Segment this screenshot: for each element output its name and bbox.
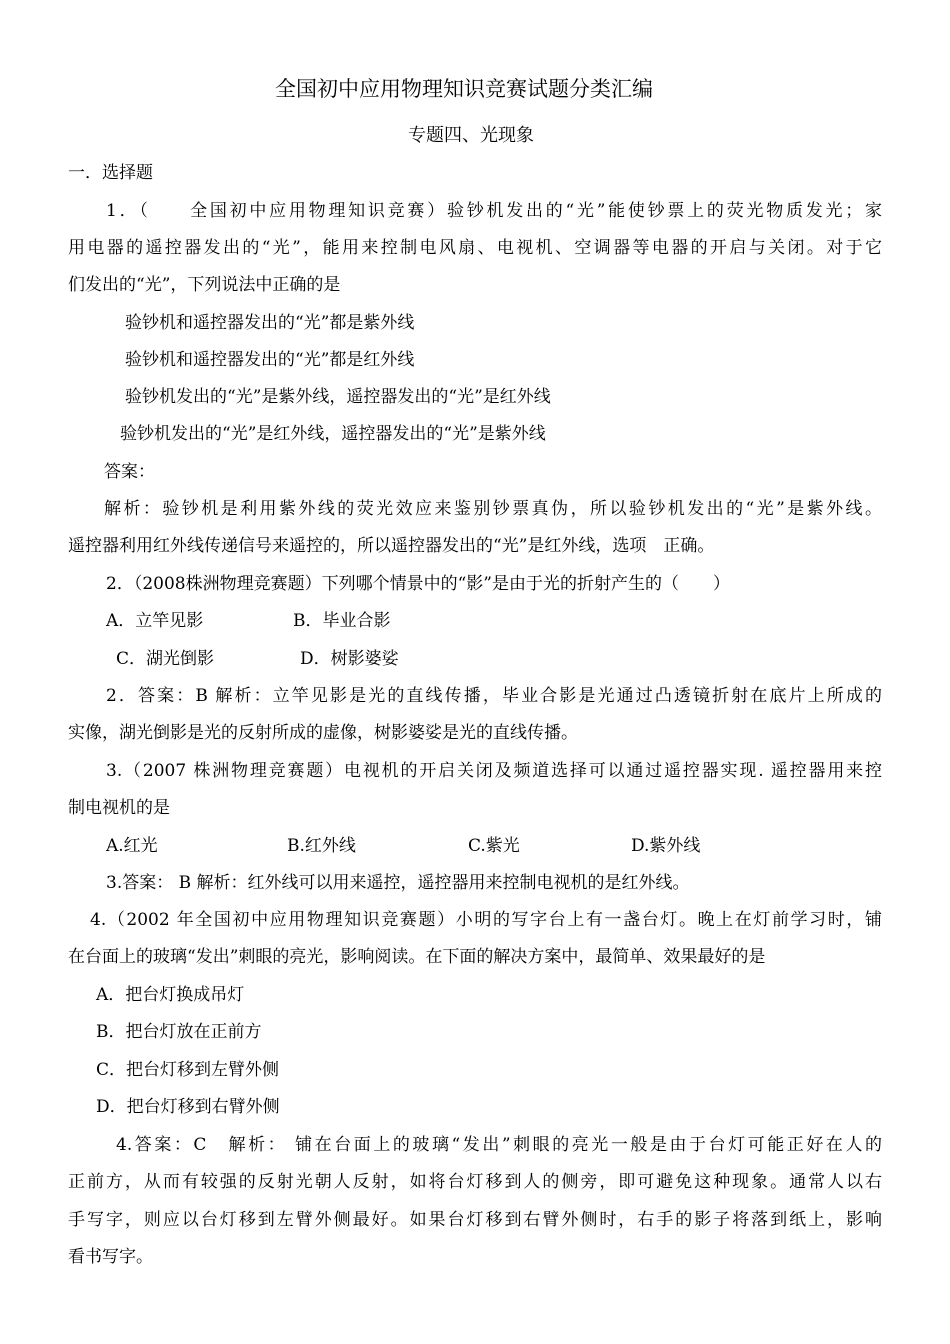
q3-stem-line-2: 制电视机的是 xyxy=(68,798,170,818)
q2-analysis-line-2: 实像，湖光倒影是光的反射所成的虚像，树影婆娑是光的直线传播。 xyxy=(68,723,578,743)
q1-answer: 答案： xyxy=(104,462,155,482)
q1-stem-line-2: 用电器的遥控器发出的“光”，能用来控制电风扇、电视机、空调器等电器的开启与关闭。对于它 xyxy=(68,238,882,258)
q4-option-a: A．把台灯换成吊灯 xyxy=(96,985,245,1005)
q4-stem-line-1: 4.（2002 年全国初中应用物理知识竞赛题）小明的写字台上有一盏台灯。晚上在灯前学习时，铺 xyxy=(90,910,882,930)
q4-option-c: C．把台灯移到左臂外侧 xyxy=(96,1060,280,1080)
q2-option-d: D．树影婆娑 xyxy=(300,649,399,669)
q3-stem-line-1: 3.（2007 株洲物理竞赛题）电视机的开启关闭及频道选择可以通过遥控器实现. 遥控器用来控 xyxy=(106,761,882,781)
q2-option-c: C．湖光倒影 xyxy=(116,649,215,669)
q3-option-b: B.红外线 xyxy=(287,836,356,856)
q2-option-a: A．立竿见影 xyxy=(106,611,204,631)
q1-option: 验钞机发出的“光”是紫外线，遥控器发出的“光”是红外线 xyxy=(125,387,551,407)
q4-option-b: B．把台灯放在正前方 xyxy=(96,1022,262,1042)
q4-analysis-line-2: 正前方，从而有较强的反射光朝人反射，如将台灯移到人的侧旁，即可避免这种现象。通常人以右 xyxy=(68,1172,882,1192)
q1-option: 验钞机和遥控器发出的“光”都是红外线 xyxy=(125,350,415,370)
q4-analysis-line-1: 4.答案：C 解析： 铺在台面上的玻璃“发出”刺眼的亮光一般是由于台灯可能正好在人的 xyxy=(116,1135,882,1155)
q3-option-d: D.紫外线 xyxy=(631,836,701,856)
document-subtitle: 专题四、光现象 xyxy=(408,125,534,146)
q3-analysis: 3.答案： B 解析：红外线可以用来遥控，遥控器用来控制电视机的是红外线。 xyxy=(106,873,690,893)
q1-stem-line-1: 1．（ 全国初中应用物理知识竞赛）验钞机发出的“光”能使钞票上的荧光物质发光；家 xyxy=(106,201,882,221)
q4-analysis-line-3: 手写字，则应以台灯移到左臂外侧最好。如果台灯移到右臂外侧时，右手的影子将落到纸上，影响 xyxy=(68,1210,882,1230)
q1-analysis-line-2: 遥控器利用红外线传递信号来遥控的，所以遥控器发出的“光”是红外线，选项 正确。 xyxy=(68,536,715,556)
q1-option: 验钞机发出的“光”是红外线，遥控器发出的“光”是紫外线 xyxy=(120,424,546,444)
q1-analysis-line-1: 解析：验钞机是利用紫外线的荧光效应来鉴别钞票真伪，所以验钞机发出的“光”是紫外线。 xyxy=(104,499,882,519)
q4-option-d: D．把台灯移到右臂外侧 xyxy=(96,1097,280,1117)
section-heading: 一．选择题 xyxy=(68,163,153,183)
q3-option-c: C.紫光 xyxy=(468,836,520,856)
q2-stem: 2．（2008株洲物理竞赛题）下列哪个情景中的“影”是由于光的折射产生的（ ） xyxy=(106,574,730,594)
q2-analysis-line-1: 2．答案：B 解析：立竿见影是光的直线传播，毕业合影是光通过凸透镜折射在底片上所成的 xyxy=(106,686,882,706)
q2-option-b: B．毕业合影 xyxy=(293,611,391,631)
q4-stem-line-2: 在台面上的玻璃“发出”刺眼的亮光，影响阅读。在下面的解决方案中，最简单、效果最好的是 xyxy=(68,947,766,967)
q4-analysis-line-4: 看书写字。 xyxy=(68,1247,153,1267)
document-title: 全国初中应用物理知识竞赛试题分类汇编 xyxy=(275,77,653,101)
q1-option: 验钞机和遥控器发出的“光”都是紫外线 xyxy=(125,313,415,333)
q1-stem-line-3: 们发出的“光”，下列说法中正确的是 xyxy=(68,275,341,295)
q3-option-a: A.红光 xyxy=(106,836,158,856)
